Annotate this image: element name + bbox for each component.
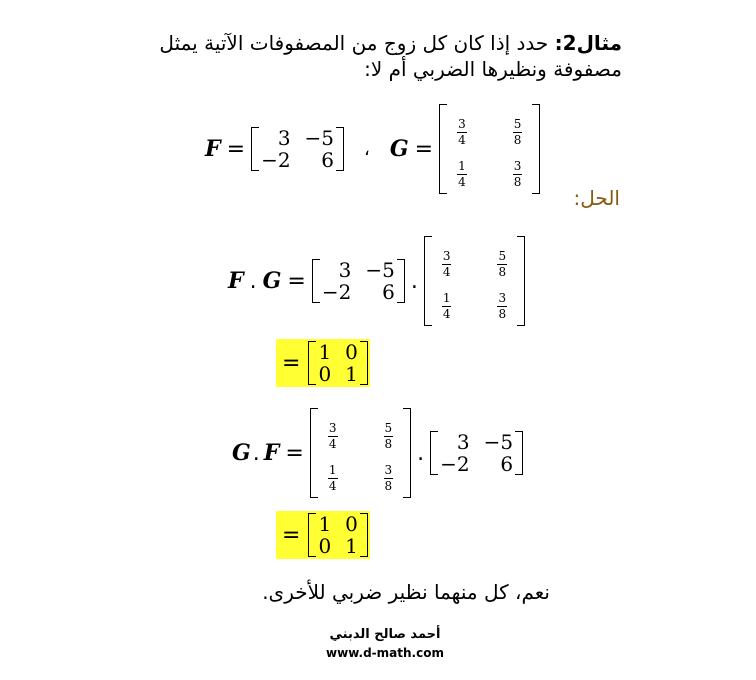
- problem-statement: [150, 30, 622, 82]
- fraction: $\frac{1}{4}$: [442, 291, 451, 321]
- matrix-cell: 3: [277, 126, 291, 150]
- fraction: $\frac{3}{8}$: [498, 291, 507, 321]
- matrix-cell: 6: [500, 452, 514, 476]
- highlighted-result: [276, 339, 370, 387]
- identity-result-gf: [276, 511, 370, 559]
- matrix-g: [439, 104, 540, 194]
- var-f: F: [205, 136, 221, 162]
- equals-sign: =: [287, 268, 306, 294]
- equals-sign: =: [285, 440, 304, 466]
- highlighted-result: [276, 511, 370, 559]
- identity-matrix: [308, 341, 367, 385]
- fraction: $\frac{5}{8}$: [498, 249, 507, 279]
- matrix-cell: −5: [304, 126, 335, 150]
- matrix-f: [430, 431, 523, 475]
- matrix-f: [251, 127, 344, 171]
- identity-result-fg: [276, 339, 370, 387]
- conclusion-text: نعم، كل منهما نظير ضربي للأخرى.: [262, 580, 550, 604]
- question-text: حدد إذا كان كل زوج من المصفوفات الآتية يمثل مصفوفة ونظيرها الضربي أم لا:: [159, 31, 622, 81]
- var-g: G: [262, 268, 282, 294]
- var-g: G: [389, 136, 409, 162]
- fraction: $\frac{3}{4}$: [458, 117, 466, 147]
- equals-sign: =: [282, 522, 301, 548]
- identity-matrix: [308, 513, 367, 557]
- dot-operator: .: [252, 440, 260, 466]
- matrix-cell: 0: [318, 534, 332, 558]
- matrix-cell: 1: [318, 512, 332, 536]
- matrix-cell: −2: [261, 148, 291, 172]
- matrix-cell: −2: [440, 452, 470, 476]
- comma-separator: ،: [364, 138, 370, 160]
- matrix-cell: −5: [483, 430, 514, 454]
- times-operator: .: [410, 268, 418, 294]
- dot-operator: .: [249, 268, 257, 294]
- matrix-cell: 1: [345, 362, 358, 386]
- matrix-f: [312, 259, 405, 303]
- fraction: $\frac{5}{8}$: [384, 421, 393, 451]
- times-operator: .: [417, 440, 425, 466]
- fraction: $\frac{5}{8}$: [513, 117, 522, 147]
- matrix-g: [424, 236, 525, 326]
- fraction: $\frac{3}{4}$: [328, 421, 337, 451]
- author-name: أحمد صالح الدبني: [329, 627, 441, 642]
- matrix-g: [310, 408, 411, 498]
- fraction: $\frac{3}{4}$: [442, 249, 451, 279]
- matrix-cell: 6: [321, 148, 335, 172]
- matrix-cell: 3: [338, 258, 352, 282]
- example-label: مثال2:: [554, 31, 622, 55]
- fraction: $\frac{3}{8}$: [384, 463, 393, 493]
- matrix-cell: 0: [345, 340, 358, 364]
- var-g: G: [232, 440, 251, 466]
- var-f: F: [263, 440, 280, 466]
- fraction: $\frac{1}{4}$: [328, 463, 337, 493]
- matrix-cell: 0: [318, 362, 332, 386]
- product-gf-line: [232, 408, 523, 498]
- matrix-cell: 3: [456, 430, 470, 454]
- equals-sign: =: [282, 350, 301, 376]
- product-fg-line: [228, 236, 525, 326]
- website-url: www.d-math.com: [326, 646, 444, 660]
- matrix-cell: 1: [318, 340, 332, 364]
- definition-line: [205, 104, 540, 194]
- matrix-cell: 1: [345, 534, 358, 558]
- equals-sign: =: [226, 136, 246, 162]
- solution-label: الحل:: [573, 186, 620, 210]
- var-f: F: [228, 268, 244, 294]
- matrix-cell: 0: [345, 512, 358, 536]
- equals-sign: =: [414, 136, 434, 162]
- fraction: $\frac{1}{4}$: [458, 159, 466, 189]
- matrix-cell: −5: [365, 258, 395, 282]
- fraction: $\frac{3}{8}$: [513, 159, 522, 189]
- matrix-cell: −2: [321, 280, 352, 304]
- matrix-cell: 6: [382, 280, 395, 304]
